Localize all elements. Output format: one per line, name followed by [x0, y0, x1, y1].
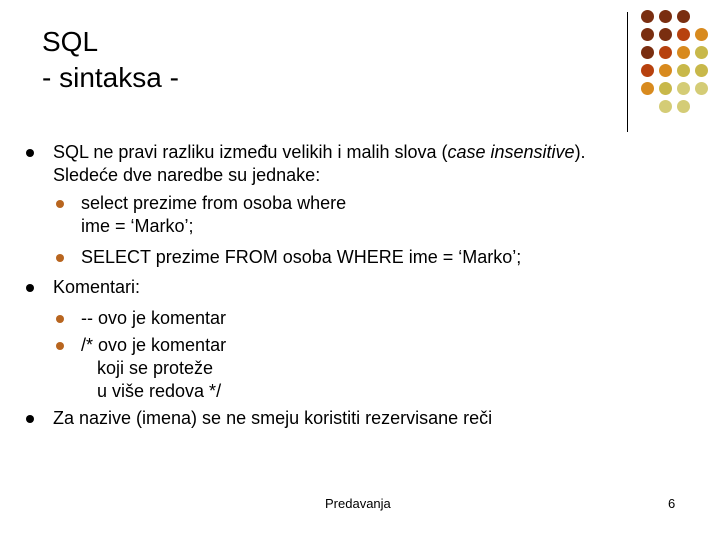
bullet-marker — [26, 284, 34, 292]
page-number: 6 — [668, 496, 676, 511]
sub-bullet-2: SELECT prezime FROM osoba WHERE ime = ‘Marko’; — [81, 247, 522, 267]
sub-bullet-4-line-2: koji se proteže — [97, 358, 214, 378]
title-line-2: - sintaksa - — [42, 62, 179, 93]
sub-bullet-4-line-3: u više redova */ — [97, 381, 222, 401]
bullet-3: Za nazive (imena) se ne smeju koristiti rezervisane reči — [53, 408, 493, 428]
bullet-1-emphasis: case insensitive — [447, 142, 575, 162]
bullet-marker — [26, 149, 34, 157]
sub-bullet-1-line-2: ime = ‘Marko’; — [81, 216, 194, 236]
bullet-1-text: SQL ne pravi razliku između velikih i malih slova ( — [53, 142, 448, 162]
title-line-1: SQL — [42, 26, 99, 57]
footer-label: Predavanja — [325, 496, 391, 511]
sub-bullet-3: -- ovo je komentar — [81, 308, 227, 328]
bullet-1-text-end: ). — [574, 142, 586, 162]
sub-bullet-marker — [56, 200, 64, 208]
bullet-2: Komentari: — [53, 277, 141, 297]
sub-bullet-1-line-1: select prezime from osoba where — [81, 193, 347, 213]
sub-bullet-marker — [56, 342, 64, 350]
sub-bullet-4-line-1: /* ovo je komentar — [81, 335, 227, 355]
bullet-1-line-2: Sledeće dve naredbe su jednake: — [53, 165, 321, 185]
sub-bullet-marker — [56, 254, 64, 262]
bullet-marker — [26, 415, 34, 423]
bullet-1-line-1 — [53, 141, 586, 163]
sub-bullet-marker — [56, 315, 64, 323]
